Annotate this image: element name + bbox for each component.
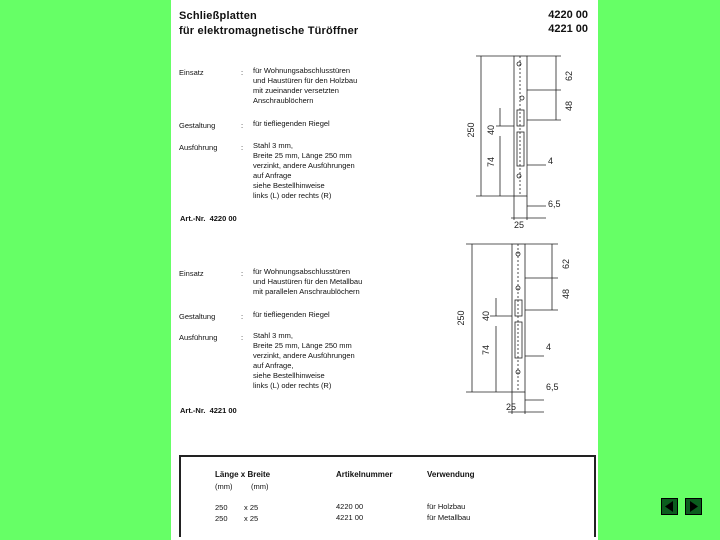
triangle-right-icon — [686, 499, 701, 514]
artnr-value: 4220 00 — [209, 214, 237, 223]
header-laenge-breite: Länge x Breite — [215, 470, 271, 479]
dim-6-5-label: 6,5 — [548, 199, 561, 209]
cell-artikel: 4221 00 — [336, 513, 364, 522]
dim-250-label: 250 — [466, 122, 476, 138]
latch-cutout — [515, 300, 522, 316]
cell-width: x 25 — [244, 514, 259, 523]
text-line: und Haustüren für den Metallbau — [253, 277, 363, 286]
cell-length: 250 — [215, 514, 228, 523]
dimension-table — [179, 455, 596, 537]
colon: : — [241, 121, 244, 130]
technical-drawing-4220 — [456, 50, 586, 230]
screw-hole — [520, 96, 524, 100]
artnr-value: 4221 00 — [209, 406, 237, 415]
text-line: Stahl 3 mm, — [253, 141, 294, 150]
dim-62-label: 62 — [561, 258, 571, 270]
text-line: verzinkt, andere Ausführungen — [253, 161, 355, 170]
dim-74-label: 74 — [481, 344, 491, 356]
header-verwendung: Verwendung — [427, 470, 475, 479]
artnr-line — [180, 214, 237, 223]
text-line: Breite 25 mm, Länge 250 mm — [253, 151, 352, 160]
text-line: Stahl 3 mm, — [253, 331, 294, 340]
text-line: und Haustüren für den Holzbau — [253, 76, 358, 85]
text-line: Anschraublöchern — [253, 96, 314, 105]
colon: : — [241, 333, 244, 342]
dim-48-label: 48 — [564, 100, 574, 112]
dim-48-label: 48 — [561, 288, 571, 300]
text-line: Breite 25 mm, Länge 250 mm — [253, 341, 352, 350]
dim-25-label: 25 — [514, 220, 525, 230]
dim-6-5-label: 6,5 — [546, 382, 559, 392]
article-number-1: 4220 00 — [548, 9, 588, 21]
colon: : — [241, 68, 244, 77]
cell-width: x 25 — [244, 503, 259, 512]
ausfuehrung-label: Ausführung — [179, 143, 218, 152]
einsatz-label: Einsatz — [179, 269, 204, 278]
text-line: mit zueinander versetzten — [253, 86, 339, 95]
text-line: verzinkt, andere Ausführungen — [253, 351, 355, 360]
einsatz-text — [253, 66, 357, 106]
dim-250-label: 250 — [456, 310, 466, 326]
text-line: links (L) oder rechts (R) — [253, 381, 332, 390]
unit-length: (mm) — [215, 482, 233, 491]
cell-verwendung: für Metallbau — [427, 513, 471, 522]
dim-40-label: 40 — [481, 310, 491, 322]
dim-4-label: 4 — [548, 156, 554, 166]
article-number-2: 4221 00 — [548, 23, 588, 35]
page-title: Schließplatten — [179, 10, 257, 22]
gestaltung-label: Gestaltung — [179, 121, 216, 130]
einsatz-label: Einsatz — [179, 68, 204, 77]
screw-hole — [517, 174, 521, 178]
cell-artikel: 4220 00 — [336, 502, 364, 511]
einsatz-text — [253, 267, 362, 297]
bolt-cutout — [515, 322, 522, 358]
text-line: für Wohnungsabschlusstüren — [253, 66, 351, 75]
back-button[interactable] — [661, 498, 678, 515]
text-line: siehe Bestellhinweise — [253, 181, 325, 190]
ausfuehrung-text — [253, 141, 355, 201]
unit-width: (mm) — [251, 482, 269, 491]
catalog-page — [171, 0, 598, 540]
text-line: links (L) oder rechts (R) — [253, 191, 332, 200]
colon: : — [241, 312, 244, 321]
bolt-cutout — [517, 132, 524, 166]
colon: : — [241, 143, 244, 152]
dim-74-label: 74 — [486, 156, 496, 168]
text-line: auf Anfrage, — [253, 361, 294, 370]
text-line: mit parallelen Anschraublöchern — [253, 287, 360, 296]
gestaltung-label: Gestaltung — [179, 312, 216, 321]
cell-verwendung: für Holzbau — [427, 502, 466, 511]
artnr-line — [180, 406, 237, 415]
dim-40-label: 40 — [486, 124, 496, 136]
screw-hole — [517, 62, 521, 66]
dim-62-label: 62 — [564, 70, 574, 82]
technical-drawing-4221 — [446, 238, 586, 418]
dim-4-label: 4 — [546, 342, 552, 352]
dim-25-label: 25 — [506, 402, 517, 412]
ausfuehrung-text — [253, 331, 355, 391]
cell-length: 250 — [215, 503, 228, 512]
page-subtitle: für elektromagnetische Türöffner — [179, 25, 359, 37]
header-artikelnummer: Artikelnummer — [336, 470, 393, 479]
artnr-label: Art.-Nr. — [180, 406, 206, 415]
colon: : — [241, 269, 244, 278]
latch-cutout — [517, 110, 524, 126]
gestaltung-text: für tiefliegenden Riegel — [253, 119, 330, 128]
triangle-left-icon — [662, 499, 677, 514]
text-line: für Wohnungsabschlusstüren — [253, 267, 351, 276]
ausfuehrung-label: Ausführung — [179, 333, 218, 342]
artnr-label: Art.-Nr. — [180, 214, 206, 223]
text-line: siehe Bestellhinweise — [253, 371, 325, 380]
forward-button[interactable] — [685, 498, 702, 515]
text-line: auf Anfrage — [253, 171, 292, 180]
gestaltung-text: für tiefliegenden Riegel — [253, 310, 330, 319]
